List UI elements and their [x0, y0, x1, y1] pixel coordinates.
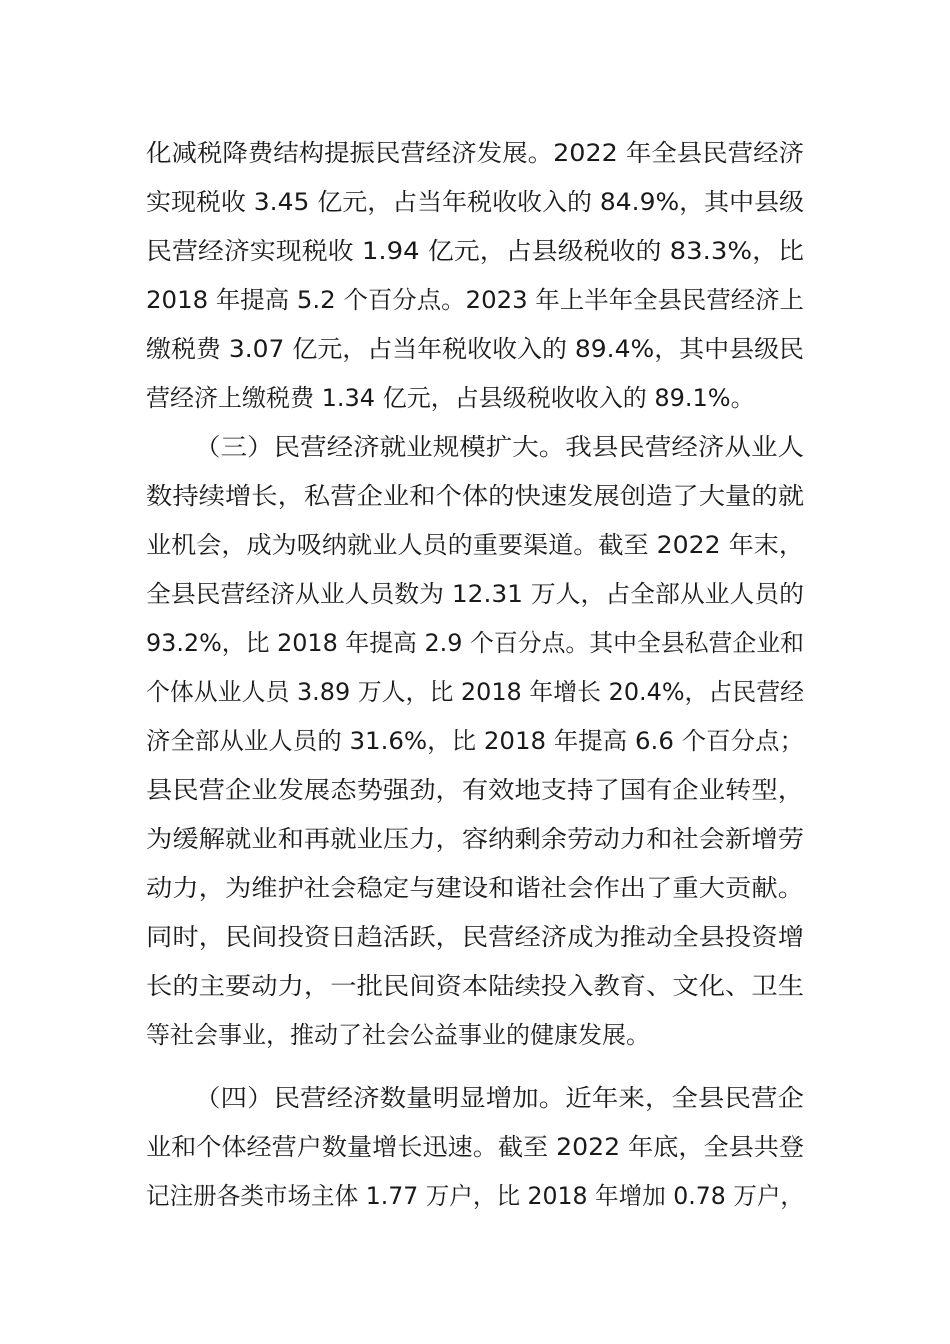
text-line: [0, 329, 950, 369]
line-text: 同时，民间投资日趋活跃，民营经济成为推动全县投资增: [146, 923, 805, 951]
line-text: 个体从业人员 3.89 万人，比 2018 年增长 20.4%，占民营经: [146, 678, 804, 706]
line-text: 济全部从业人员的 31.6%，比 2018 年提高 6.6 个百分点；: [146, 727, 804, 755]
line-text: 等社会事业，推动了社会公益事业的健康发展。: [146, 1021, 650, 1049]
line-text: 业和个体经营户数量增长迅速。截至 2022 年底，全县共登: [146, 1133, 805, 1161]
text-line: [0, 721, 950, 761]
text-line: [0, 1176, 950, 1216]
text-line: [0, 427, 950, 467]
line-text: 业机会，成为吸纳就业人员的重要渠道。截至 2022 年末，: [146, 531, 805, 559]
text-line: [0, 1127, 950, 1167]
line-text: 县民营企业发展态势强劲，有效地支持了国有企业转型，: [146, 776, 805, 804]
text-line: [0, 378, 950, 418]
line-text: 化减税降费结构提振民营经济发展。2022 年全县民营经济: [146, 139, 805, 167]
line-text: 长的主要动力，一批民间资本陆续投入教育、文化、卫生: [146, 972, 805, 1000]
line-text: 缴税费 3.07 亿元，占当年税收收入的 89.4%，其中县级民: [146, 335, 805, 363]
line-text: 为缓解就业和再就业压力，容纳剩余劳动力和社会新增劳: [146, 825, 805, 853]
line-text: 民营经济实现税收 1.94 亿元，占县级税收的 83.3%，比: [146, 237, 804, 265]
text-line: [0, 133, 950, 173]
text-line: [0, 917, 950, 957]
text-line: [0, 280, 950, 320]
text-line: [0, 182, 950, 222]
text-line: [0, 770, 950, 810]
line-text: 记注册各类市场主体 1.77 万户，比 2018 年增加 0.78 万户，: [146, 1182, 805, 1210]
line-text: 营经济上缴税费 1.34 亿元，占县级税收收入的 89.1%。: [146, 384, 755, 412]
text-line: [0, 1078, 950, 1118]
text-line: [0, 819, 950, 859]
line-text: 2018 年提高 5.2 个百分点。2023 年上半年全县民营经济上: [146, 286, 804, 314]
text-line: [0, 966, 950, 1006]
text-line: [0, 574, 950, 614]
text-line: [0, 525, 950, 565]
line-text: 93.2%，比 2018 年提高 2.9 个百分点。其中全县私营企业和: [146, 629, 804, 657]
line-text: 动力，为维护社会稳定与建设和谐社会作出了重大贡献。: [146, 874, 805, 902]
line-text: 全县民营经济从业人员数为 12.31 万人，占全部从业人员的: [146, 580, 804, 608]
text-line: [0, 1015, 950, 1055]
text-line: [0, 476, 950, 516]
line-text: （三）民营经济就业规模扩大。我县民营经济从业人: [194, 433, 805, 461]
line-text: 数持续增长，私营企业和个体的快速发展创造了大量的就: [146, 482, 805, 510]
text-line: [0, 231, 950, 271]
text-line: [0, 868, 950, 908]
text-line: [0, 623, 950, 663]
line-text: 实现税收 3.45 亿元，占当年税收收入的 84.9%，其中县级: [146, 188, 805, 216]
text-line: [0, 672, 950, 712]
line-text: （四）民营经济数量明显增加。近年来，全县民营企: [194, 1084, 805, 1112]
